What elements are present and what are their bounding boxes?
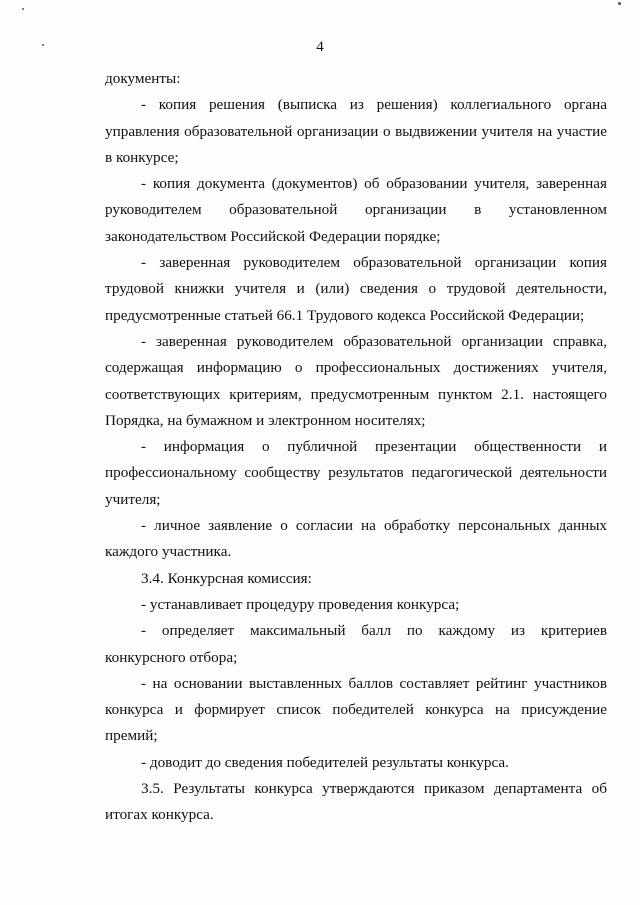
scan-speck (22, 8, 24, 10)
document-body (105, 66, 607, 829)
list-item-decision-copy: - копия решения (выписка из решения) коллегиального органа управления образовательной организации о выдвижении учителя на участие в конкурсе; (105, 96, 607, 166)
section-3-5-paragraph: 3.5. Результаты конкурса утверждаются приказом департамента об итогах конкурса. (105, 780, 607, 824)
list-item-employment-record: - заверенная руководителем образовательной организации копия трудовой книжки учителя и (или) сведения о трудовой деятельности, предусмотренные статьей 66.1 Трудового кодекса Российской Федерации; (105, 254, 607, 324)
list-item-max-score: - определяет максимальный балл по каждому из критериев конкурсного отбора; (105, 622, 607, 666)
list-item-rating: - на основании выставленных баллов составляет рейтинг участников конкурса и формирует список победителей конкурса на присуждение премий; (105, 674, 607, 745)
list-item-procedure: - устанавливает процедуру проведения конкурса; (141, 595, 460, 613)
scan-speck (618, 2, 621, 5)
section-3-4-heading: 3.4. Конкурсная комиссия: (141, 569, 312, 587)
list-item-education-document: - копия документа (документов) об образовании учителя, заверенная руководителем образовательной организации в установленном законодательством Российской Федерации порядке; (105, 175, 607, 245)
page-number: 4 (316, 39, 324, 55)
list-item-achievements-certificate: - заверенная руководителем образовательной организации справка, содержащая информацию о профессиональных достижениях учителя, соответствующих критериям, предусмотренным пунктом 2.1. настоящего Порядка, на бумажном и электронном носителях; (105, 332, 607, 429)
list-item-notify-winners: - доводит до сведения победителей результаты конкурса. (141, 753, 509, 771)
list-item-consent-statement: - личное заявление о согласии на обработку персональных данных каждого участника. (105, 517, 607, 561)
list-item-public-presentation: - информация о публичной презентации общественности и профессиональному сообществу результатов педагогической деятельности учителя; (105, 438, 607, 508)
paragraph-continuation: документы: (105, 70, 181, 87)
